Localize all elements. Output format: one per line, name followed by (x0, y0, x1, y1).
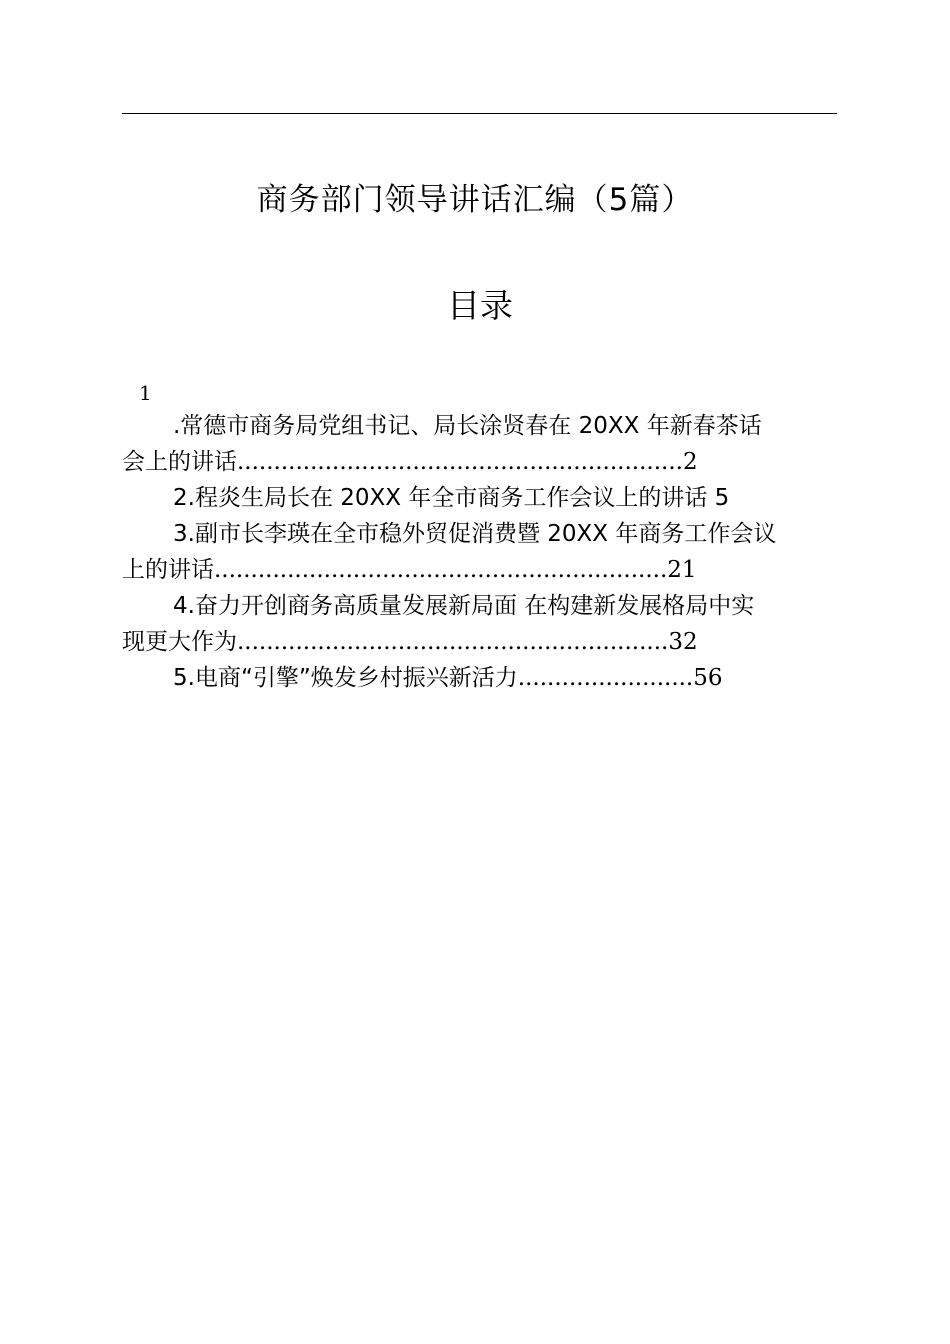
toc-entry-5-leader: ........................ (517, 665, 694, 691)
toc-entry-1-leader: ............................................................. (237, 449, 683, 475)
toc-entry-1-page: 2 (682, 449, 698, 475)
toc-entry-5-title: 5.电商“引擎”焕发乡村振兴新活力 (173, 665, 518, 691)
toc-heading: 目录 (447, 286, 513, 325)
toc-entry-4-title-cont: 现更大作为 (122, 629, 237, 655)
toc-entry-3-page: 21 (667, 557, 697, 583)
toc-entry-5[interactable] (122, 660, 838, 696)
toc-entry-4-page: 32 (668, 629, 698, 655)
toc-entry-1-line2[interactable] (122, 444, 838, 480)
toc-entry-4-leader: ........................................................... (237, 629, 669, 655)
toc-entry-1-number: 1 (139, 381, 152, 405)
toc-entry-1-line1[interactable]: .常德市商务局党组书记、局长涂贤春在 20XX 年新春茶话 (173, 413, 762, 439)
header-divider (122, 113, 837, 114)
document-title: 商务部门领导讲话汇编（5篇） (256, 182, 694, 218)
table-of-contents (122, 378, 838, 696)
toc-entry-4-line1[interactable]: 4.奋力开创商务高质量发展新局面 在构建新发展格局中实 (173, 593, 755, 619)
toc-entry-5-page: 56 (693, 665, 723, 691)
toc-entry-3-line2[interactable] (122, 552, 838, 588)
toc-entry-2[interactable]: 2.程炎生局长在 20XX 年全市商务工作会议上的讲话 5 (173, 485, 730, 511)
toc-entry-3-title-cont: 上的讲话 (122, 557, 214, 583)
toc-entry-3-leader: .............................................................. (214, 557, 668, 583)
toc-entry-4-line2[interactable] (122, 624, 838, 660)
toc-entry-1-title-cont: 会上的讲话 (122, 449, 237, 475)
toc-entry-3-line1[interactable]: 3.副市长李瑛在全市稳外贸促消费暨 20XX 年商务工作会议 (173, 521, 777, 547)
